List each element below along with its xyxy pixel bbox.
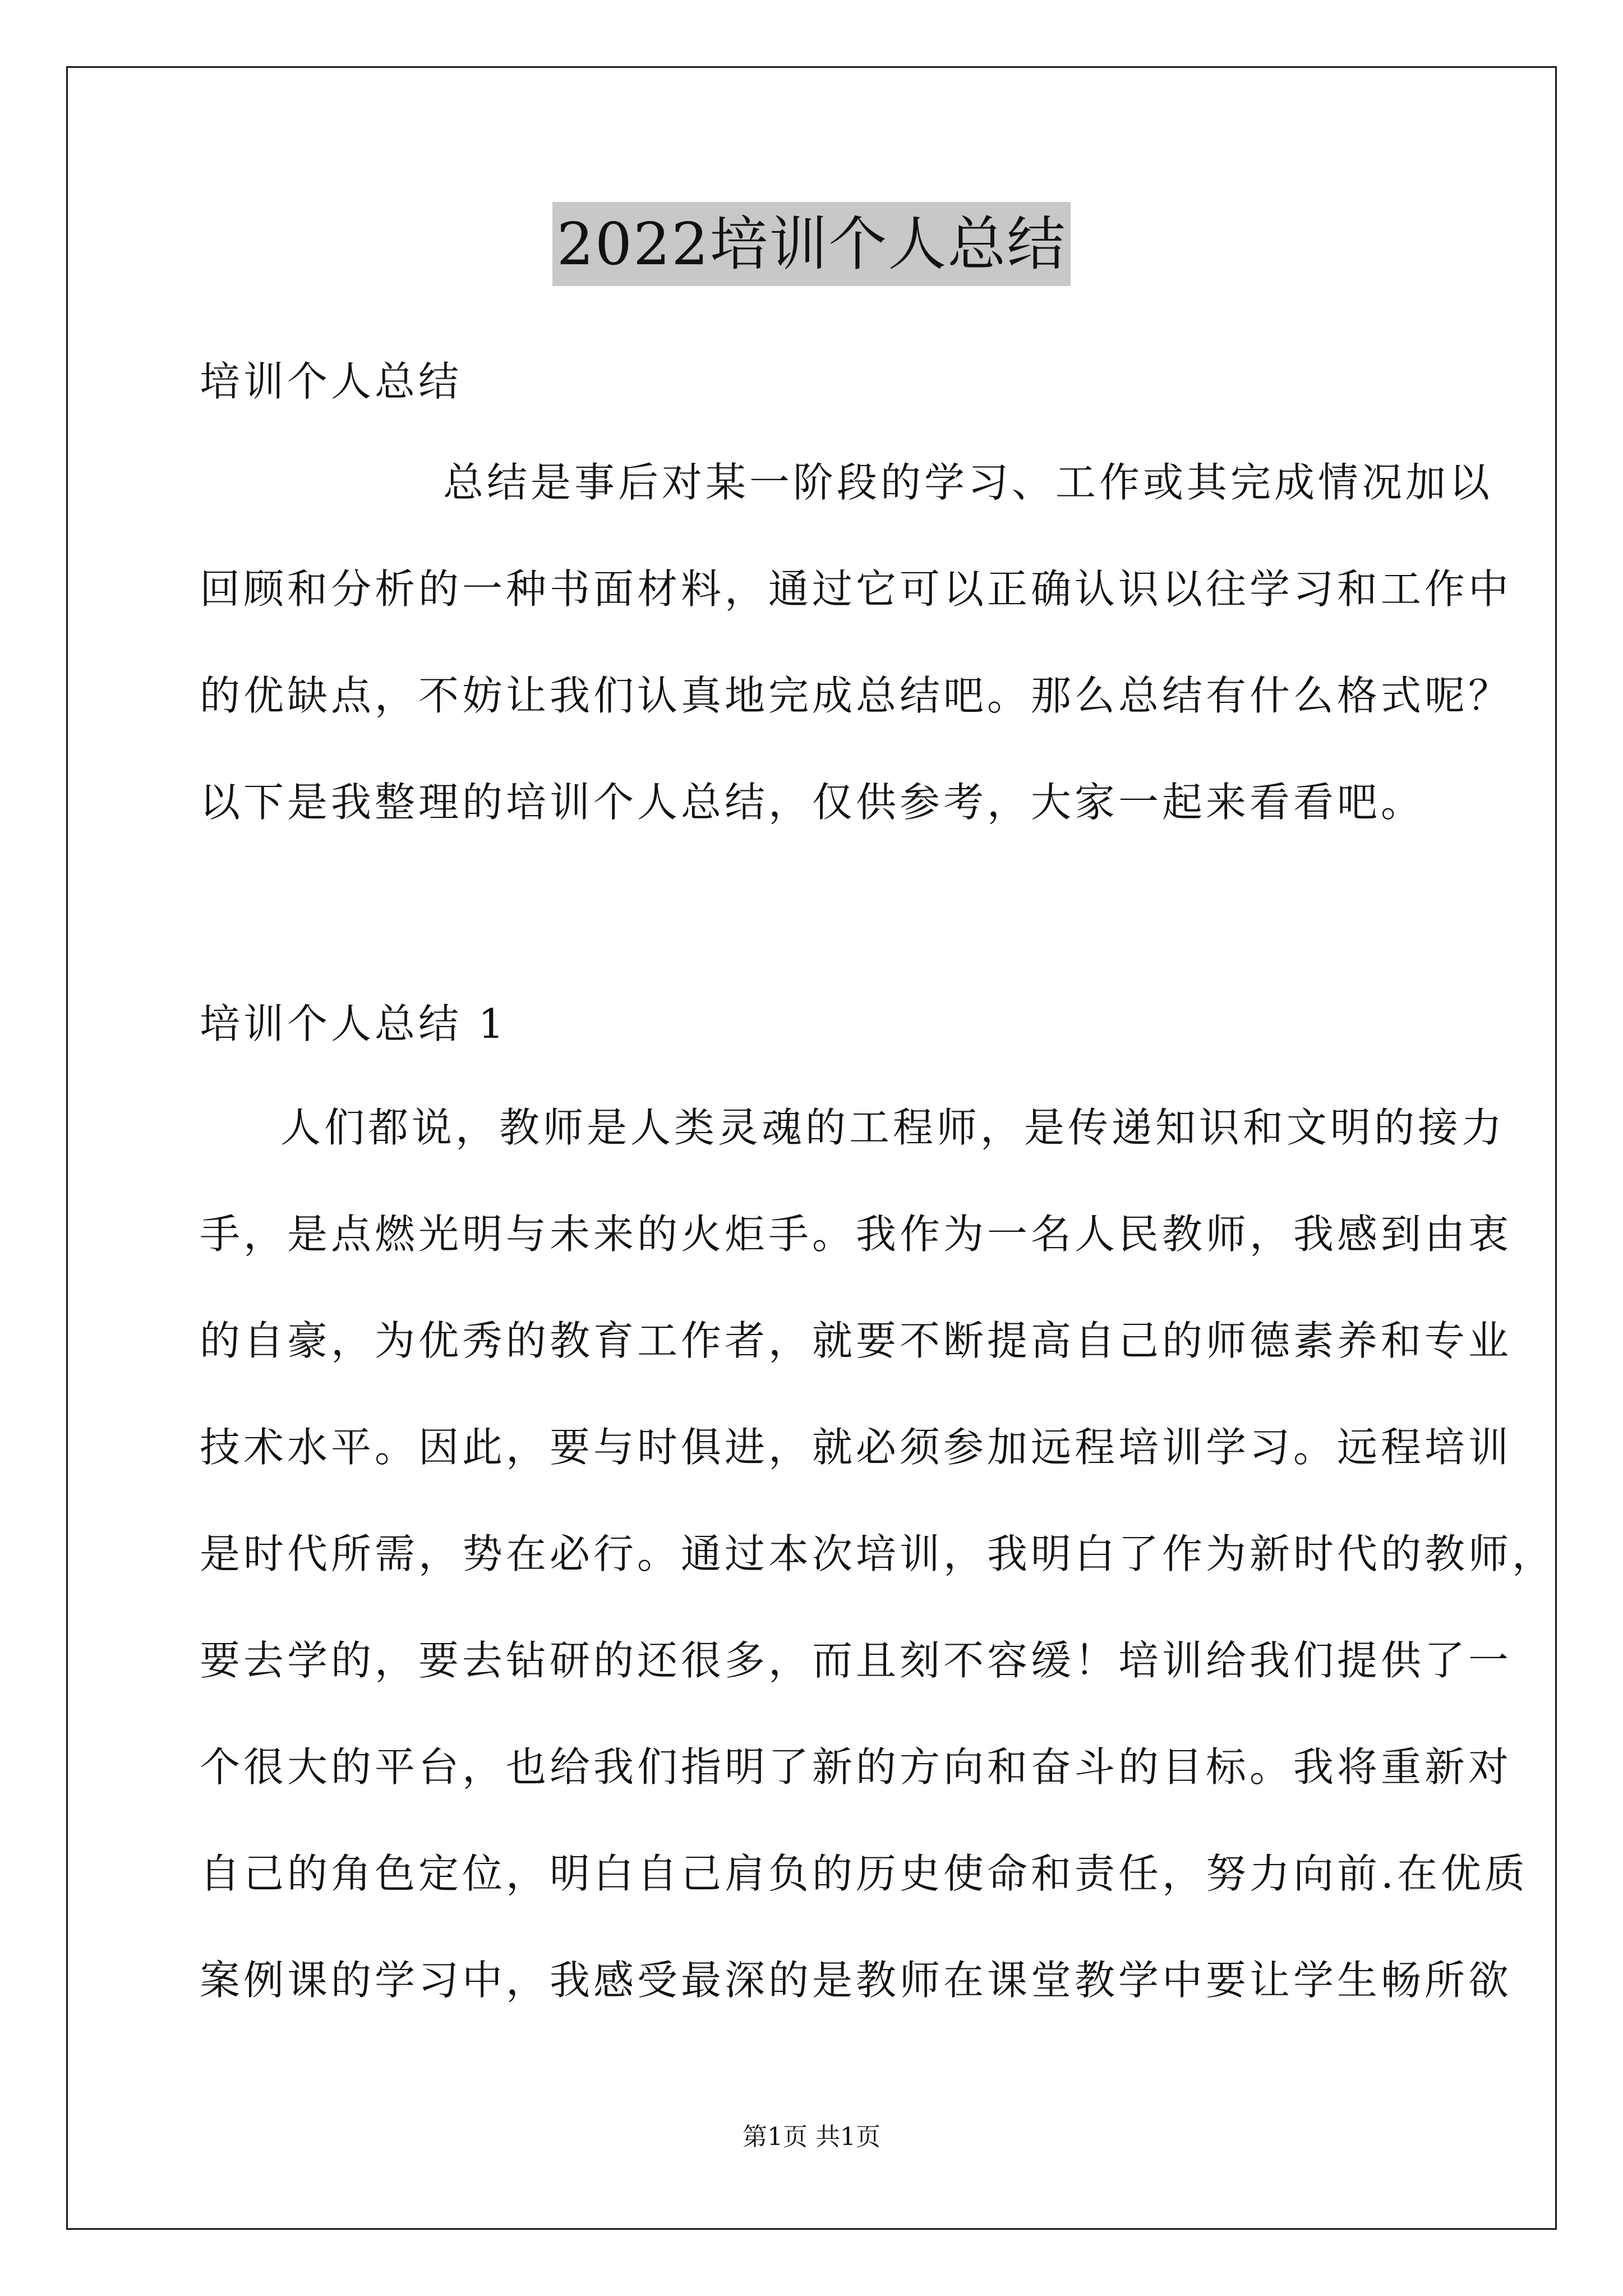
intro-line: 的优缺点，不妨让我们认真地完成总结吧。那么总结有什么格式呢？ — [200, 672, 1513, 719]
page-number: 第1页 共1页 — [743, 2123, 880, 2151]
title-container — [0, 202, 1623, 286]
section1-line: 要去学的，要去钻研的还很多，而且刻不容缓！培训给我们提供了一 — [200, 1637, 1513, 1684]
section1-line: 技术水平。因此，要与时俱进，就必须参加远程培训学习。远程培训 — [200, 1424, 1513, 1471]
section1-line: 的自豪，为优秀的教育工作者，就要不断提高自己的师德素养和专业 — [200, 1317, 1513, 1364]
document-title: 2022培训个人总结 — [552, 202, 1071, 286]
section1-line: 案例课的学习中，我感受最深的是教师在课堂教学中要让学生畅所欲 — [200, 1957, 1513, 2004]
section1-line: 手，是点燃光明与未来的火炬手。我作为一名人民教师，我感到由衷 — [200, 1211, 1513, 1258]
intro-line: 以下是我整理的培训个人总结，仅供参考，大家一起来看看吧。 — [200, 779, 1425, 826]
section1-line: 自己的角色定位，明白自己肩负的历史使命和责任，努力向前.在优质 — [200, 1850, 1528, 1897]
page-footer — [0, 2120, 1623, 2154]
section1-line: 是时代所需，势在必行。通过本次培训，我明白了作为新时代的教师， — [200, 1530, 1556, 1577]
section1-line: 人们都说，教师是人类灵魂的工程师，是传递知识和文明的接力 — [280, 1104, 1506, 1151]
intro-line: 回顾和分析的一种书面材料，通过它可以正确认识以往学习和工作中 — [200, 565, 1513, 613]
intro-heading: 培训个人总结 — [200, 358, 463, 405]
section1-heading: 培训个人总结 1 — [200, 1000, 508, 1047]
section1-line: 个很大的平台，也给我们指明了新的方向和奋斗的目标。我将重新对 — [200, 1743, 1513, 1791]
intro-line: 总结是事后对某一阶段的学习、工作或其完成情况加以 — [443, 459, 1493, 506]
